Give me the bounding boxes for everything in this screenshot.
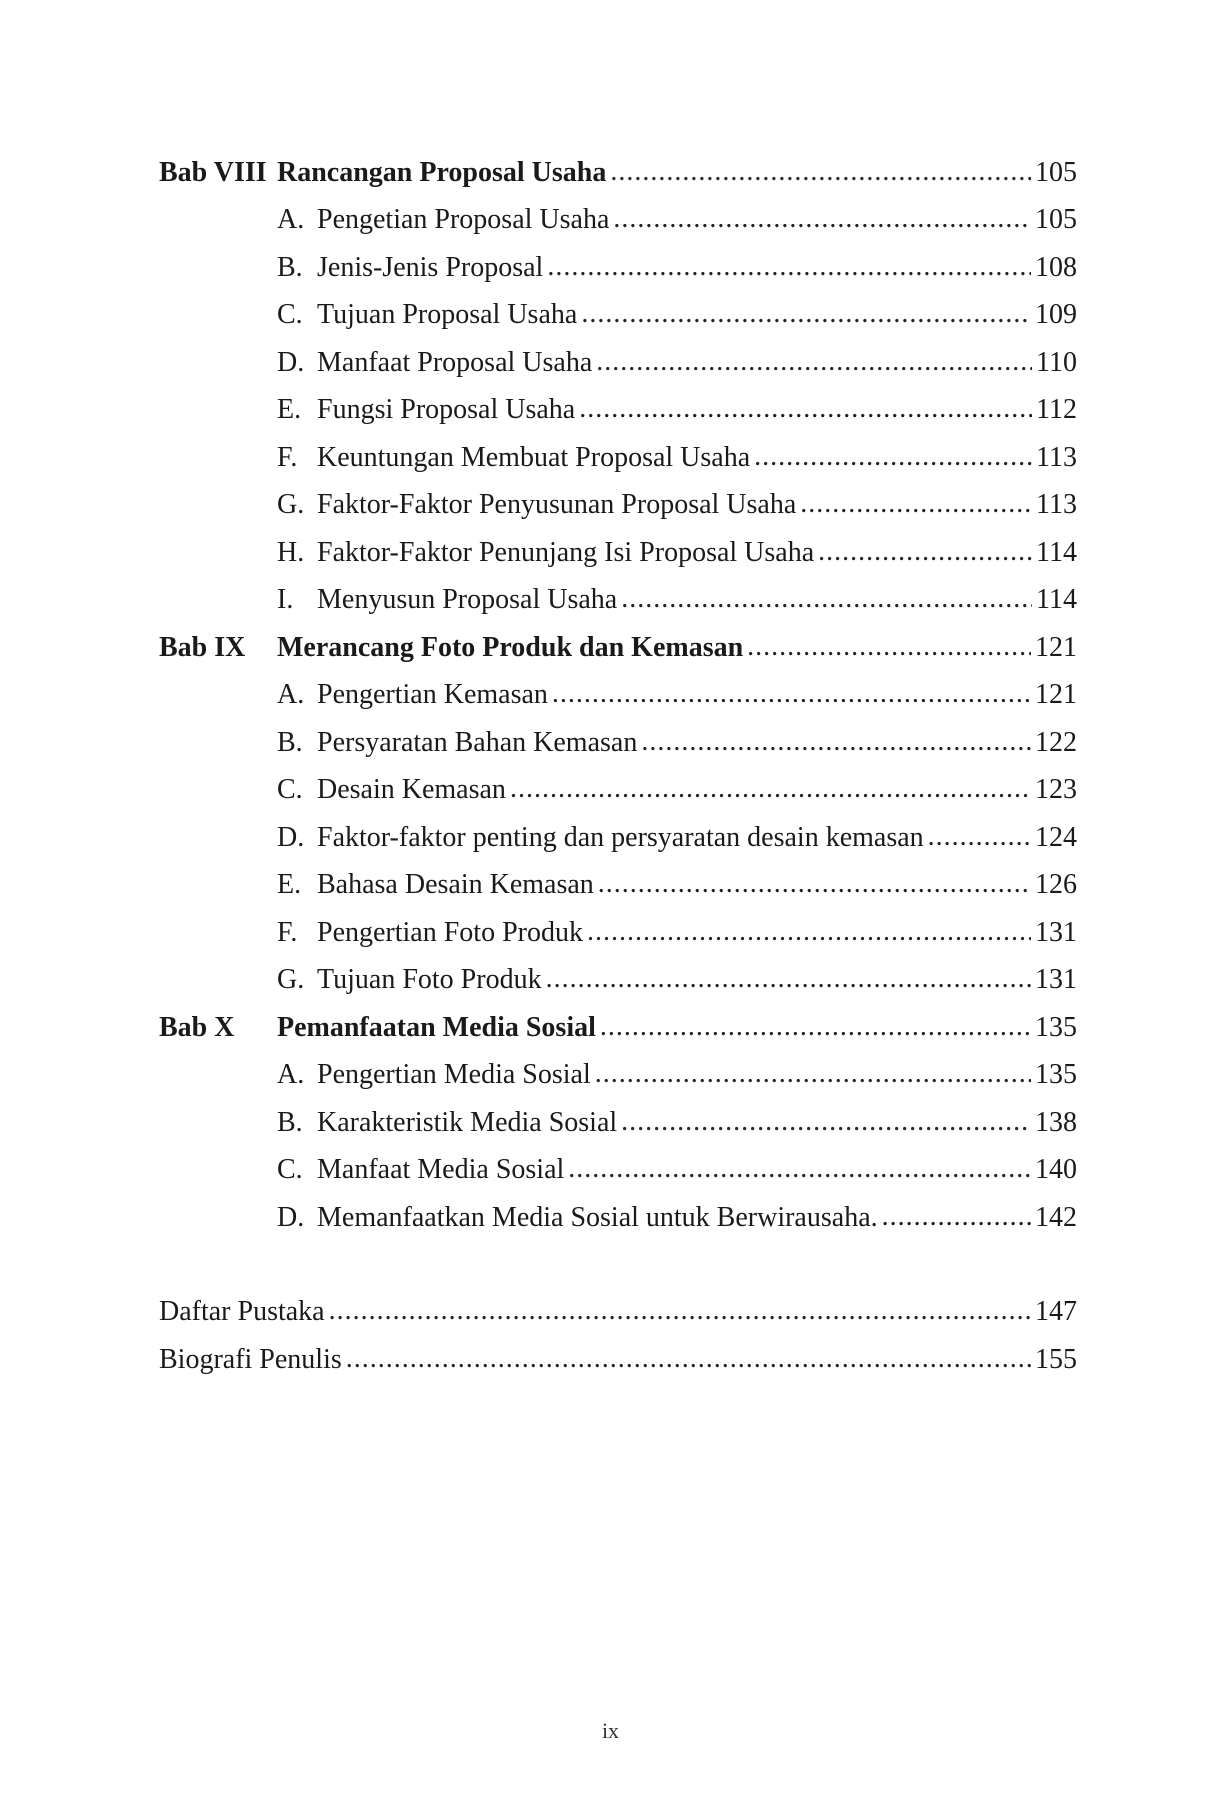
toc-section-row[interactable] xyxy=(159,766,1077,814)
section-entry xyxy=(277,678,1077,712)
section-title-text: Faktor-faktor penting dan persyaratan desain kemasan xyxy=(317,821,924,853)
section-letter: F. xyxy=(277,916,298,948)
dot-leader xyxy=(547,250,1031,284)
toc-section-row[interactable] xyxy=(159,481,1077,529)
toc-section-row[interactable] xyxy=(159,196,1077,244)
chapter-entry xyxy=(277,631,1077,665)
dot-leader xyxy=(579,392,1032,426)
toc-section-row[interactable] xyxy=(159,528,1077,576)
page-ref: 138 xyxy=(1035,1106,1077,1138)
page-ref: 105 xyxy=(1035,204,1077,235)
section-entry xyxy=(277,346,1077,380)
section-entry xyxy=(277,393,1077,427)
dot-leader xyxy=(581,297,1031,331)
dot-leader xyxy=(587,915,1031,949)
section-title xyxy=(277,773,506,807)
section-title-text: Faktor-Faktor Penunjang Isi Proposal Usaha xyxy=(317,536,815,568)
section-title xyxy=(277,298,577,332)
spacer xyxy=(159,1241,1077,1288)
section-title xyxy=(277,916,583,950)
chapter-title: Pemanfaatan Media Sosial xyxy=(277,1011,596,1043)
page-ref: 126 xyxy=(1035,869,1077,900)
dot-leader xyxy=(621,1105,1031,1139)
section-entry xyxy=(277,963,1077,997)
dot-leader xyxy=(546,962,1031,996)
page-ref: 108 xyxy=(1035,251,1077,283)
page-ref: 114 xyxy=(1036,584,1077,615)
toc-section-row[interactable] xyxy=(159,671,1077,719)
page-ref: 122 xyxy=(1035,726,1077,758)
toc-backmatter-row[interactable] xyxy=(159,1335,1077,1383)
dot-leader xyxy=(568,1152,1031,1186)
section-title xyxy=(277,1058,591,1092)
toc-section-row[interactable] xyxy=(159,1051,1077,1099)
section-title-text: Pengertian Kemasan xyxy=(317,679,548,710)
page-ref: 121 xyxy=(1035,631,1077,663)
toc-section-row[interactable] xyxy=(159,386,1077,434)
toc-section-row[interactable] xyxy=(159,1098,1077,1146)
page-ref: 110 xyxy=(1036,346,1077,378)
toc-section-row[interactable] xyxy=(159,956,1077,1004)
page-ref: 112 xyxy=(1036,394,1077,425)
section-letter: B. xyxy=(277,251,303,283)
section-title-text: Faktor-Faktor Penyusunan Proposal Usaha xyxy=(317,489,797,520)
chapter-label: Bab X xyxy=(159,1011,235,1043)
section-title xyxy=(277,1201,878,1235)
section-title-text: Fungsi Proposal Usaha xyxy=(317,394,576,425)
toc-chapter-row[interactable] xyxy=(159,1003,1077,1051)
backmatter-entry xyxy=(159,1343,1077,1377)
section-title-text: Desain Kemasan xyxy=(317,774,506,805)
section-letter: H. xyxy=(277,536,305,568)
page-ref: 113 xyxy=(1036,441,1077,473)
section-entry xyxy=(277,1058,1077,1092)
dot-leader xyxy=(754,440,1032,474)
section-title xyxy=(277,251,543,285)
table-of-contents xyxy=(159,148,1077,1383)
dot-leader xyxy=(928,820,1031,854)
toc-backmatter-row[interactable] xyxy=(159,1288,1077,1336)
dot-leader xyxy=(329,1294,1031,1328)
section-title xyxy=(277,868,594,902)
page-ref: 113 xyxy=(1036,489,1077,520)
dot-leader xyxy=(596,345,1032,379)
section-letter: B. xyxy=(277,1106,303,1138)
section-title-text: Pengetian Proposal Usaha xyxy=(317,204,610,235)
page-ref: 131 xyxy=(1035,916,1077,948)
section-letter: C. xyxy=(277,1154,303,1185)
section-title-text: Bahasa Desain Kemasan xyxy=(317,869,594,900)
section-letter: G. xyxy=(277,489,305,520)
section-letter: D. xyxy=(277,821,305,853)
dot-leader xyxy=(882,1200,1031,1234)
section-title xyxy=(277,963,542,997)
section-entry xyxy=(277,441,1077,475)
page-ref: 135 xyxy=(1035,1011,1077,1043)
page-ref: 123 xyxy=(1035,774,1077,805)
toc-chapter-row[interactable] xyxy=(159,148,1077,196)
section-title-text: Menyusun Proposal Usaha xyxy=(317,584,618,615)
page-ref: 105 xyxy=(1035,156,1077,188)
section-title-text: Jenis-Jenis Proposal xyxy=(317,251,544,283)
dot-leader xyxy=(613,202,1031,236)
page-ref: 114 xyxy=(1036,536,1077,568)
dot-leader xyxy=(621,582,1032,616)
chapter-entry xyxy=(277,1011,1077,1045)
toc-section-row[interactable] xyxy=(159,338,1077,386)
section-title xyxy=(277,1153,564,1187)
section-letter: G. xyxy=(277,964,305,995)
section-entry xyxy=(277,868,1077,902)
backmatter-title: Biografi Penulis xyxy=(159,1343,342,1375)
toc-chapter-row[interactable] xyxy=(159,623,1077,671)
toc-section-row[interactable] xyxy=(159,908,1077,956)
section-letter: D. xyxy=(277,1201,305,1233)
toc-section-row[interactable] xyxy=(159,576,1077,624)
section-title xyxy=(277,583,617,617)
section-title xyxy=(277,678,548,712)
section-entry xyxy=(277,298,1077,332)
section-letter: E. xyxy=(277,394,302,425)
page-ref: 124 xyxy=(1035,821,1077,853)
section-entry xyxy=(277,1106,1077,1140)
section-title xyxy=(277,441,750,475)
section-title-text: Manfaat Media Sosial xyxy=(317,1154,565,1185)
dot-leader xyxy=(800,487,1032,521)
section-letter: B. xyxy=(277,726,303,758)
toc-section-row[interactable] xyxy=(159,861,1077,909)
section-title xyxy=(277,1106,617,1140)
section-entry xyxy=(277,821,1077,855)
section-title xyxy=(277,393,575,427)
dot-leader xyxy=(610,155,1031,189)
section-entry xyxy=(277,536,1077,570)
toc-section-row[interactable] xyxy=(159,243,1077,291)
toc-section-row[interactable] xyxy=(159,718,1077,766)
section-title xyxy=(277,536,814,570)
backmatter-title: Daftar Pustaka xyxy=(159,1296,325,1327)
section-title-text: Pengertian Foto Produk xyxy=(317,916,583,948)
dot-leader xyxy=(346,1342,1031,1376)
section-letter: E. xyxy=(277,869,302,900)
section-letter: I. xyxy=(277,584,294,615)
page-ref: 142 xyxy=(1035,1201,1077,1233)
section-letter: C. xyxy=(277,299,303,330)
section-title-text: Pengertian Media Sosial xyxy=(317,1059,591,1090)
toc-section-row[interactable] xyxy=(159,433,1077,481)
section-letter: C. xyxy=(277,774,303,805)
section-entry xyxy=(277,488,1077,522)
section-title xyxy=(277,488,796,522)
section-title xyxy=(277,726,637,760)
dot-leader xyxy=(600,1010,1031,1044)
toc-section-row[interactable] xyxy=(159,291,1077,339)
page-ref: 140 xyxy=(1035,1154,1077,1185)
page-ref: 121 xyxy=(1035,679,1077,710)
section-letter: A. xyxy=(277,1059,305,1090)
section-title-text: Persyaratan Bahan Kemasan xyxy=(317,726,638,758)
chapter-title: Merancang Foto Produk dan Kemasan xyxy=(277,631,744,663)
toc-section-row[interactable] xyxy=(159,813,1077,861)
section-letter: D. xyxy=(277,346,305,378)
dot-leader xyxy=(747,630,1031,664)
section-title-text: Memanfaatkan Media Sosial untuk Berwirausaha. xyxy=(317,1201,878,1233)
chapter-label: Bab VIII xyxy=(159,156,267,188)
toc-section-row[interactable] xyxy=(159,1146,1077,1194)
chapter-title: Rancangan Proposal Usaha xyxy=(277,156,607,188)
section-title xyxy=(277,203,609,237)
section-entry xyxy=(277,251,1077,285)
section-entry xyxy=(277,773,1077,807)
section-letter: A. xyxy=(277,679,305,710)
dot-leader xyxy=(552,677,1031,711)
page-ref: 155 xyxy=(1035,1343,1077,1375)
section-entry xyxy=(277,203,1077,237)
dot-leader xyxy=(598,867,1031,901)
backmatter-entry xyxy=(159,1295,1077,1329)
section-letter: F. xyxy=(277,441,298,473)
section-letter: A. xyxy=(277,204,305,235)
chapter-label: Bab IX xyxy=(159,631,246,663)
section-title xyxy=(277,821,924,855)
section-entry xyxy=(277,916,1077,950)
section-title-text: Tujuan Foto Produk xyxy=(317,964,542,995)
dot-leader xyxy=(818,535,1032,569)
section-title-text: Manfaat Proposal Usaha xyxy=(317,346,593,378)
section-entry xyxy=(277,583,1077,617)
page-ref: 131 xyxy=(1035,964,1077,995)
dot-leader xyxy=(595,1057,1031,1091)
page-ref: 109 xyxy=(1035,299,1077,330)
page-ref: 147 xyxy=(1035,1296,1077,1327)
section-title-text: Tujuan Proposal Usaha xyxy=(317,299,578,330)
dot-leader xyxy=(510,772,1031,806)
section-title-text: Keuntungan Membuat Proposal Usaha xyxy=(317,441,751,473)
section-entry xyxy=(277,726,1077,760)
section-entry xyxy=(277,1153,1077,1187)
page-number: ix xyxy=(601,1718,620,1743)
chapter-entry xyxy=(277,156,1077,190)
section-title-text: Karakteristik Media Sosial xyxy=(317,1106,618,1138)
dot-leader xyxy=(641,725,1031,759)
page-ref: 135 xyxy=(1035,1059,1077,1090)
section-entry xyxy=(277,1201,1077,1235)
toc-section-row[interactable] xyxy=(159,1193,1077,1241)
section-title xyxy=(277,346,592,380)
